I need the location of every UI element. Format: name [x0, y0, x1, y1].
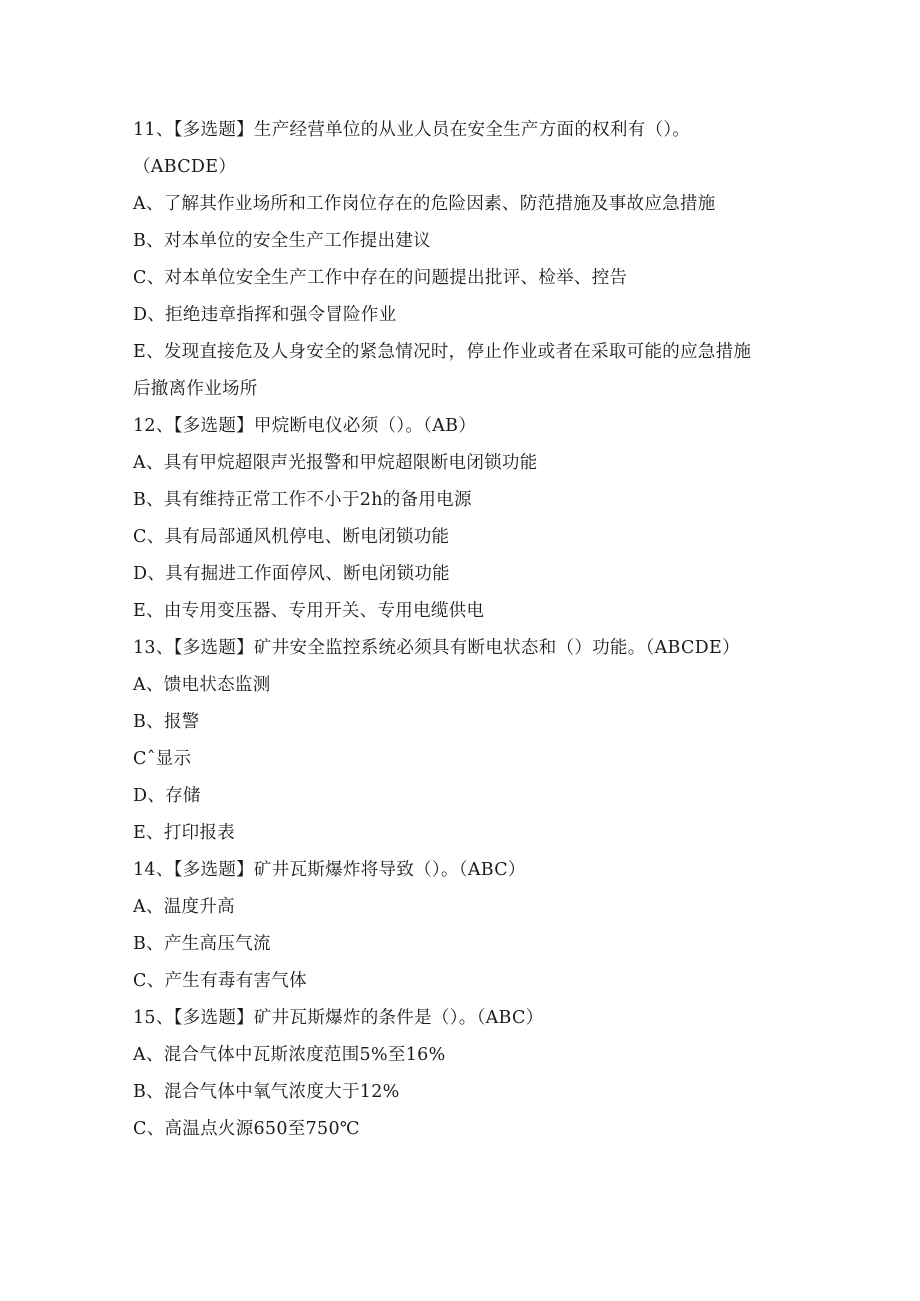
- option-d: D、具有掘进工作面停风、断电闭锁功能: [133, 564, 450, 584]
- question-stem: 14、【多选题】矿井瓦斯爆炸将导致（）。（ABC）: [133, 860, 526, 880]
- option-a: A、了解其作业场所和工作岗位存在的危险因素、防范措施及事故应急措施: [133, 194, 716, 214]
- question-stem: 11、【多选题】生产经营单位的从业人员在安全生产方面的权利有（）。: [133, 120, 691, 140]
- option-b: B、混合气体中氧气浓度大于12%: [133, 1082, 400, 1102]
- option-c: C、高温点火源650至750℃: [133, 1119, 360, 1139]
- question-stem: 15、【多选题】矿井瓦斯爆炸的条件是（）。（ABC）: [133, 1008, 544, 1028]
- question-answer-key: （ABCDE）: [133, 157, 237, 177]
- option-b: B、报警: [133, 712, 200, 732]
- question-13: [133, 630, 813, 852]
- question-14: [133, 852, 813, 1000]
- question-stem: 12、【多选题】甲烷断电仪必须（）。（AB）: [133, 416, 477, 436]
- option-b: B、对本单位的安全生产工作提出建议: [133, 231, 431, 251]
- option-c: C、产生有毒有害气体: [133, 971, 307, 991]
- question-11: [133, 112, 813, 408]
- option-b: B、具有维持正常工作不小于2h的备用电源: [133, 490, 472, 510]
- option-a: A、具有甲烷超限声光报警和甲烷超限断电闭锁功能: [133, 453, 538, 473]
- question-list: [133, 112, 813, 1148]
- option-c: Cˆ显示: [133, 749, 192, 769]
- option-a: A、混合气体中瓦斯浓度范围5%至16%: [133, 1045, 446, 1065]
- question-stem: 13、【多选题】矿井安全监控系统必须具有断电状态和（）功能。（ABCDE）: [133, 638, 740, 658]
- option-d: D、拒绝违章指挥和强令冒险作业: [133, 305, 397, 325]
- option-a: A、馈电状态监测: [133, 675, 271, 695]
- question-15: [133, 1000, 813, 1148]
- option-b: B、产生高压气流: [133, 934, 271, 954]
- option-a: A、温度升高: [133, 897, 235, 917]
- option-e-continued: 后撤离作业场所: [133, 379, 258, 399]
- option-e: E、发现直接危及人身安全的紧急情况时，停止作业或者在采取可能的应急措施: [133, 342, 752, 362]
- option-e: E、由专用变压器、专用开关、专用电缆供电: [133, 601, 485, 621]
- option-d: D、存储: [133, 786, 201, 806]
- option-c: C、具有局部通风机停电、断电闭锁功能: [133, 527, 450, 547]
- option-c: C、对本单位安全生产工作中存在的问题提出批评、检举、控告: [133, 268, 628, 288]
- option-e: E、打印报表: [133, 823, 236, 843]
- question-12: [133, 408, 813, 630]
